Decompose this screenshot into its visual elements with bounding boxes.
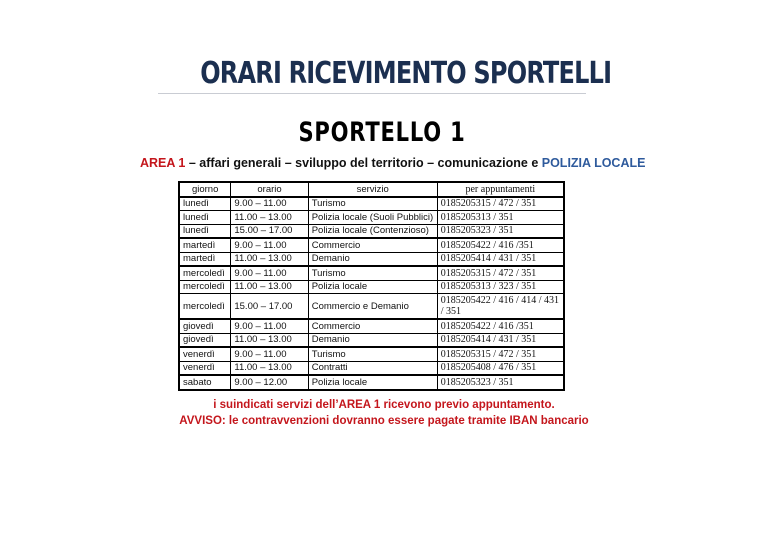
cell-orario: 11.00 – 13.00: [231, 361, 308, 375]
cell-giorno: mercoledì: [179, 280, 231, 294]
cell-phone: 0185205422 / 416 /351: [437, 238, 564, 252]
cell-phone: 0185205422 / 416 / 414 / 431 / 351: [437, 294, 564, 320]
payment-notice: AVVISO: le contravvenzioni dovranno essere pagate tramite IBAN bancario: [179, 415, 589, 427]
cell-servizio: Polizia locale: [308, 375, 437, 390]
cell-orario: 9.00 – 11.00: [231, 197, 308, 211]
cell-servizio: Demanio: [308, 333, 437, 347]
table-row: [179, 252, 564, 266]
schedule-table: [178, 181, 565, 391]
cell-giorno: mercoledì: [179, 294, 231, 320]
appointment-note: i suindicati servizi dell’AREA 1 ricevono previo appuntamento.: [213, 399, 555, 411]
cell-phone: 0185205414 / 431 / 351: [437, 252, 564, 266]
cell-servizio: Contratti: [308, 361, 437, 375]
cell-orario: 9.00 – 11.00: [231, 238, 308, 252]
area-label: AREA 1: [140, 156, 186, 170]
table-row: [179, 347, 564, 361]
area-text: – affari generali – sviluppo del territorio – comunicazione e: [185, 156, 542, 170]
cell-phone: 0185205315 / 472 / 351: [437, 197, 564, 211]
cell-giorno: martedì: [179, 252, 231, 266]
cell-servizio: Commercio: [308, 238, 437, 252]
cell-servizio: Demanio: [308, 252, 437, 266]
cell-servizio: Turismo: [308, 197, 437, 211]
cell-giorno: sabato: [179, 375, 231, 390]
table-row: [179, 294, 564, 320]
table-header-row: [179, 182, 564, 197]
table-row: [179, 361, 564, 375]
page-title: ORARI RICEVIMENTO SPORTELLI: [200, 56, 612, 91]
cell-giorno: lunedì: [179, 224, 231, 238]
cell-orario: 11.00 – 13.00: [231, 252, 308, 266]
cell-giorno: giovedì: [179, 333, 231, 347]
title-underline: [158, 93, 586, 94]
table-row: [179, 375, 564, 390]
cell-phone: 0185205313 / 351: [437, 211, 564, 225]
area-description: [140, 155, 646, 171]
cell-phone: 0185205323 / 351: [437, 375, 564, 390]
table-row: [179, 224, 564, 238]
cell-orario: 9.00 – 11.00: [231, 347, 308, 361]
header-orario: orario: [231, 182, 308, 197]
cell-phone: 0185205422 / 416 /351: [437, 319, 564, 333]
area-highlight: POLIZIA LOCALE: [541, 156, 646, 170]
table-row: [179, 280, 564, 294]
cell-servizio: Polizia locale (Suoli Pubblici): [308, 211, 437, 225]
cell-orario: 11.00 – 13.00: [231, 280, 308, 294]
cell-giorno: venerdì: [179, 361, 231, 375]
cell-giorno: lunedì: [179, 211, 231, 225]
cell-orario: 15.00 – 17.00: [231, 294, 308, 320]
sportello-heading: SPORTELLO 1: [298, 117, 466, 148]
header-servizio: servizio: [308, 182, 437, 197]
cell-giorno: giovedì: [179, 319, 231, 333]
cell-giorno: venerdì: [179, 347, 231, 361]
table-row: [179, 211, 564, 225]
cell-phone: 0185205315 / 472 / 351: [437, 266, 564, 280]
cell-servizio: Commercio e Demanio: [308, 294, 437, 320]
cell-phone: 0185205323 / 351: [437, 224, 564, 238]
cell-orario: 9.00 – 12.00: [231, 375, 308, 390]
cell-orario: 11.00 – 13.00: [231, 211, 308, 225]
cell-servizio: Turismo: [308, 266, 437, 280]
cell-orario: 11.00 – 13.00: [231, 333, 308, 347]
header-appuntamenti: per appuntamenti: [437, 182, 564, 197]
cell-servizio: Turismo: [308, 347, 437, 361]
header-giorno: giorno: [179, 182, 231, 197]
cell-servizio: Commercio: [308, 319, 437, 333]
cell-giorno: lunedì: [179, 197, 231, 211]
cell-servizio: Polizia locale: [308, 280, 437, 294]
cell-orario: 9.00 – 11.00: [231, 319, 308, 333]
cell-phone: 0185205315 / 472 / 351: [437, 347, 564, 361]
cell-phone: 0185205408 / 476 / 351: [437, 361, 564, 375]
table-row: [179, 333, 564, 347]
cell-giorno: martedì: [179, 238, 231, 252]
cell-orario: 9.00 – 11.00: [231, 266, 308, 280]
cell-giorno: mercoledì: [179, 266, 231, 280]
cell-orario: 15.00 – 17.00: [231, 224, 308, 238]
cell-phone: 0185205313 / 323 / 351: [437, 280, 564, 294]
table-row: [179, 319, 564, 333]
table-row: [179, 197, 564, 211]
cell-servizio: Polizia locale (Contenzioso): [308, 224, 437, 238]
table-row: [179, 266, 564, 280]
cell-phone: 0185205414 / 431 / 351: [437, 333, 564, 347]
table-row: [179, 238, 564, 252]
